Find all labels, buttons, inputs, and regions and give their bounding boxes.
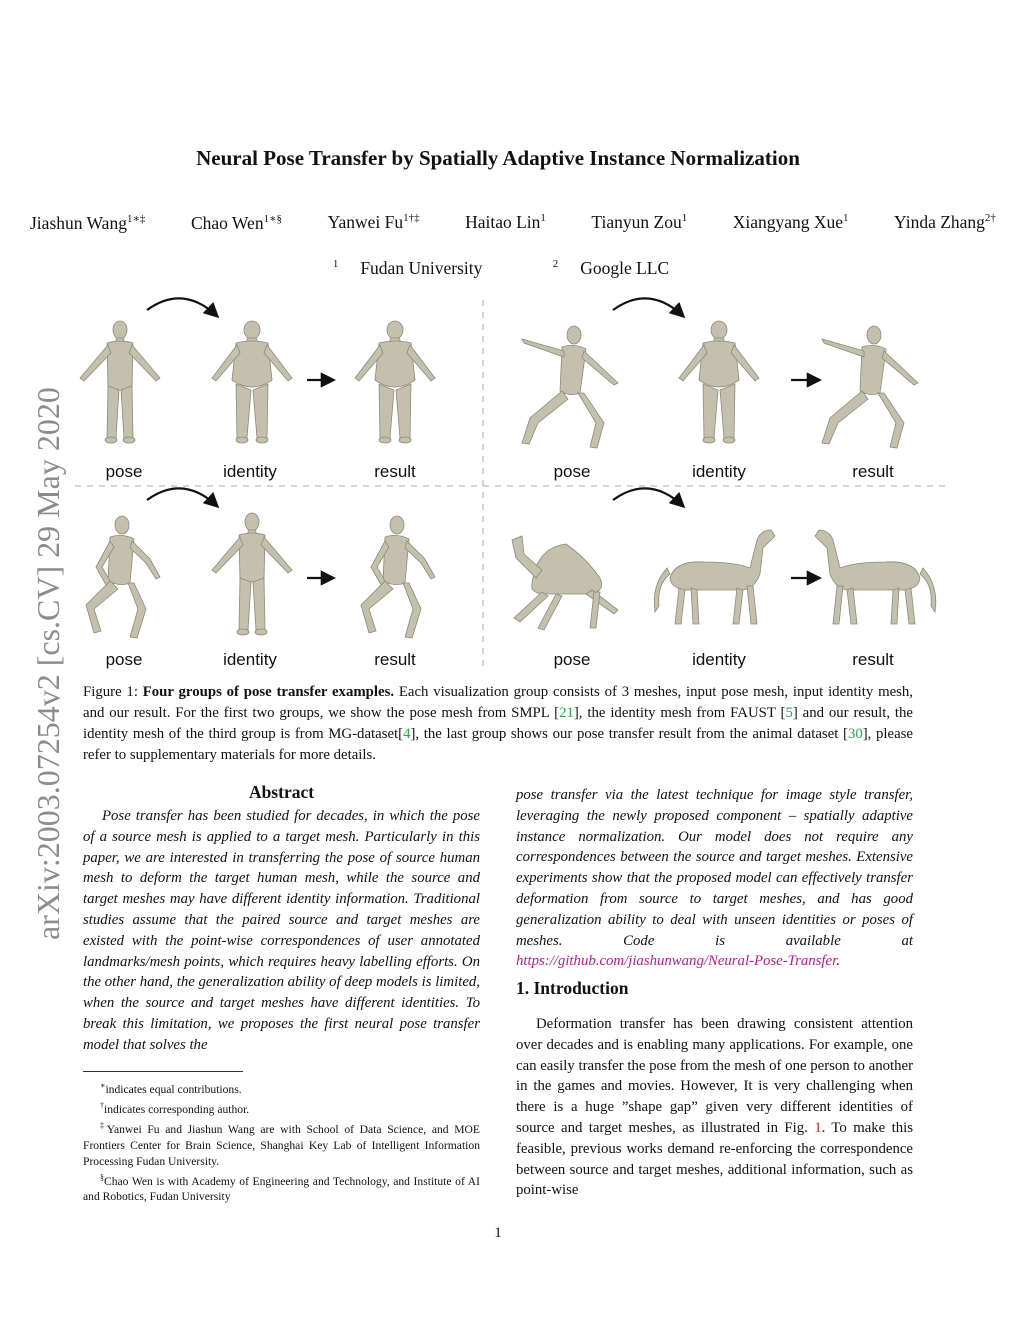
- curved-arrow-icon: [147, 298, 217, 316]
- arxiv-stamp: arXiv:2003.07254v2 [cs.CV] 29 May 2020: [30, 387, 66, 940]
- curved-arrow-icon: [147, 488, 217, 506]
- pose-label: pose: [105, 462, 143, 481]
- footnote: †indicates corresponding author.: [100, 1100, 250, 1116]
- identity-label: identity: [223, 462, 277, 481]
- pose-label: pose: [105, 650, 143, 669]
- result-mesh-human: [822, 326, 918, 448]
- figure-ref-link[interactable]: 1: [814, 1119, 822, 1136]
- identity-label: identity: [223, 650, 277, 669]
- pose-mesh-camel: [512, 536, 618, 630]
- author: Tianyun Zou$^1$: [591, 212, 688, 232]
- code-url-link[interactable]: https://github.com/jiashunwang/Neural-Pose-Transfer: [516, 953, 837, 970]
- author: Yanwei $Fu^{1\dagger\ddagger}$: [327, 212, 420, 232]
- abstract-text-continued: pose transfer via the latest technique for image style transfer, leveraging the newly proposed component – spatially adaptive instance normalization. Our model does not require any correspondences between the source and target meshes. Extensive experiments show that the proposed model can effectively transfer deformation from source to target meshes, and has good generalization ability to deal with unseen identities or poses of meshes. Code is available at https://github.com/jiashunwang/Neural-Pose-Transfer.: [516, 787, 913, 970]
- identity-mesh-human: [212, 513, 292, 635]
- author: Haitao Lin$^1$: [465, 212, 546, 232]
- abstract-heading: Abstract: [248, 782, 315, 802]
- paper-title: Neural Pose Transfer by Spatially Adaptive Instance Normalization: [196, 146, 800, 170]
- affiliation: $^2$ Google LLC: [552, 258, 670, 278]
- author: Jiashun Wang$^{1∗\ddagger}$: [30, 212, 146, 233]
- author: Chao Wen$^{1∗\S}$: [190, 212, 283, 233]
- identity-mesh-horse: [654, 530, 775, 624]
- affiliations: [0, 258, 1024, 279]
- identity-label: identity: [692, 462, 746, 481]
- pose-mesh-human: [86, 516, 160, 638]
- intro-paragraph: Deformation transfer has been drawing consistent attention over decades and is enabling many applications. For example, one can easily transfer the pose from the mesh of one person to another in the games and movies. However, It is very challenging when there is a huge ”shape gap” given very different identities of source and target meshes, as illustrated in Fig. 1. To make this feasible, previous works demand re-enforcing the correspondence between source and target meshes, additional information, such as point-wise: [516, 1016, 914, 1199]
- affiliation: $^1$ Fudan University: [332, 258, 483, 278]
- footnote-divider: [83, 1071, 243, 1072]
- teaser-figure: [75, 288, 945, 678]
- author-list: [30, 212, 996, 234]
- pose-mesh-human: [80, 321, 160, 443]
- pose-label: pose: [553, 462, 591, 481]
- abstract-text: Pose transfer has been studied for decades, in which the pose of a source mesh is applied to a target mesh. Particularly in this paper, we are interested in transferring the pose of source human mesh to deform the target human mesh, while the source and target meshes may have different identity information. Traditional studies assume that the paired source and target meshes are existed with the point-wise correspondences of user annotated landmarks/mesh points, which requires heavy labelling efforts. On the other hand, the generalization ability of deep models is limited, when the source and target meshes have different identities. To break this limitation, we proposes the first neural pose transfer model that solves the: [83, 808, 480, 1053]
- footnote: ‡Yanwei Fu and Jiashun Wang are with School of Data Science, and MOE Frontiers Center for Brain Science, Shanghai Key Lab of Intelligent Information Processing Fudan University.: [83, 1120, 481, 1168]
- identity-label: identity: [692, 650, 746, 669]
- result-mesh-human: [361, 516, 435, 638]
- result-label: result: [852, 462, 894, 481]
- curved-arrow-icon: [613, 488, 683, 506]
- pose-label: pose: [553, 650, 591, 669]
- result-label: result: [374, 650, 416, 669]
- author: Yinda Zhang$^{2\dagger}$: [894, 212, 996, 232]
- citation-link[interactable]: 4: [403, 726, 411, 742]
- citation-link[interactable]: 5: [785, 705, 793, 721]
- identity-mesh-human: [212, 321, 292, 443]
- author: Xiangyang Xue$^1$: [732, 212, 849, 232]
- footnotes: [83, 1078, 480, 1205]
- section-heading: 1. Introduction: [516, 978, 629, 998]
- footnote: §Chao Wen is with Academy of Engineering and Technology, and Institute of AI and Robotics, Fudan University: [83, 1172, 480, 1204]
- pose-mesh-human: [522, 326, 618, 448]
- identity-mesh-human: [679, 321, 759, 443]
- figure-caption: Figure 1: Four groups of pose transfer examples. Each visualization group consists of 3 meshes, input pose mesh, input identity mesh, and our result. For the first two groups, we show the pose mesh from SMPL [21], the identity mesh from FAUST [5] and our result, the identity mesh of the third group is from MG-dataset[4], the last group shows our pose transfer result from the animal dataset [30], please refer to supplementary materials for more details.: [83, 684, 914, 763]
- footnote: ∗indicates equal contributions.: [100, 1081, 242, 1096]
- result-label: result: [852, 650, 894, 669]
- result-mesh-horse: [815, 530, 936, 624]
- citation-link[interactable]: 30: [847, 726, 863, 742]
- page-number: 1: [494, 1225, 502, 1241]
- citation-link[interactable]: 21: [559, 705, 574, 721]
- curved-arrow-icon: [613, 298, 683, 316]
- result-mesh-human: [355, 321, 435, 443]
- result-label: result: [374, 462, 416, 481]
